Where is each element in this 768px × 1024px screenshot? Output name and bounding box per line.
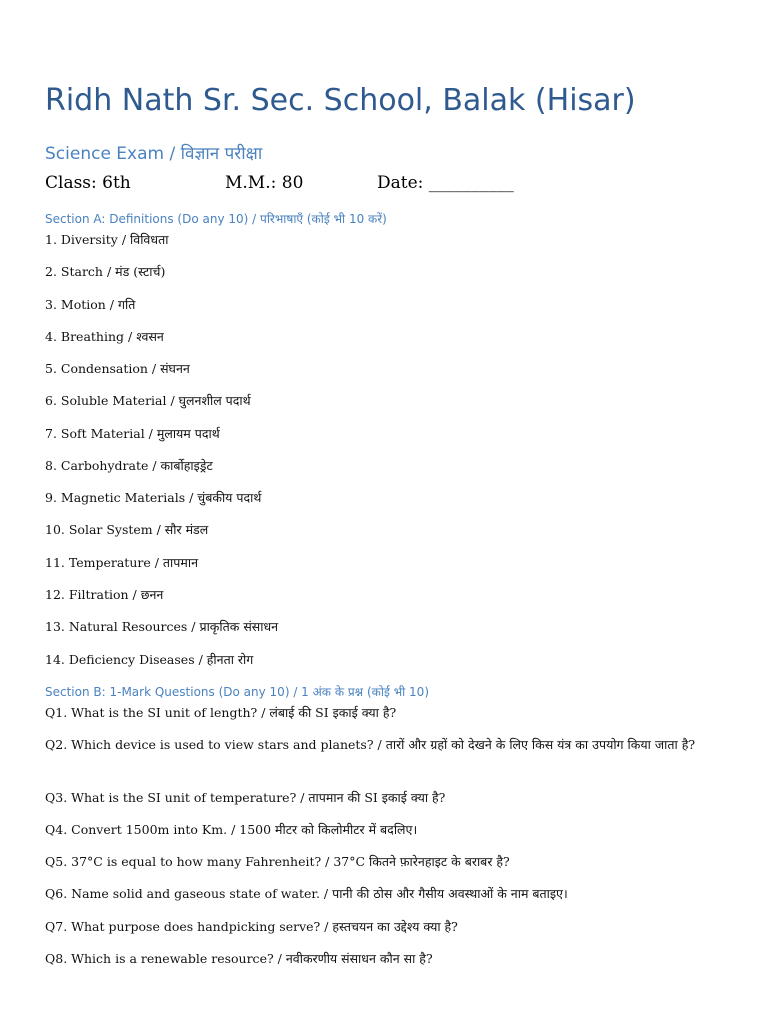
section-a-heading: Section A: Definitions (Do any 10) / परिभाषाएँ (कोई भी 10 करें) xyxy=(45,212,387,226)
class-label: Class: 6th xyxy=(45,173,131,193)
list-item: 9. Magnetic Materials / चुंबकीय पदार्थ xyxy=(45,490,262,505)
list-item: 7. Soft Material / मुलायम पदार्थ xyxy=(45,426,220,441)
list-item: 11. Temperature / तापमान xyxy=(45,555,199,570)
list-item: 13. Natural Resources / प्राकृतिक संसाधन xyxy=(45,619,279,634)
list-item: 10. Solar System / सौर मंडल xyxy=(45,522,209,537)
list-item: Q1. What is the SI unit of length? / लंबाई की SI इकाई क्या है? xyxy=(45,705,397,720)
list-item: 4. Breathing / श्वसन xyxy=(45,329,164,344)
list-item: 12. Filtration / छनन xyxy=(45,587,164,602)
list-item: 8. Carbohydrate / कार्बोहाइड्रेट xyxy=(45,458,213,473)
exam-subtitle: Science Exam / विज्ञान परीक्षा xyxy=(45,144,263,164)
date-label: Date: __________ xyxy=(377,173,514,193)
list-item: 3. Motion / गति xyxy=(45,297,136,312)
list-item: Q8. Which is a renewable resource? / नवीकरणीय संसाधन कौन सा है? xyxy=(45,951,433,966)
list-item: Q5. 37°C is equal to how many Fahrenheit? / 37°C कितने फ़ारेनहाइट के बराबर है? xyxy=(45,854,510,869)
list-item: Q6. Name solid and gaseous state of water. / पानी की ठोस और गैसीय अवस्थाओं के नाम बताइए। xyxy=(45,886,568,901)
list-item: 6. Soluble Material / घुलनशील पदार्थ xyxy=(45,393,251,408)
list-item: Q4. Convert 1500m into Km. / 1500 मीटर को किलोमीटर में बदलिए। xyxy=(45,822,418,837)
school-title: Ridh Nath Sr. Sec. School, Balak (Hisar) xyxy=(45,83,636,118)
max-marks-label: M.M.: 80 xyxy=(225,173,304,193)
list-item: 5. Condensation / संघनन xyxy=(45,361,190,376)
list-item: 1. Diversity / विविधता xyxy=(45,232,169,247)
list-item: 2. Starch / मंड (स्टार्च) xyxy=(45,264,166,279)
list-item: Q7. What purpose does handpicking serve? / हस्तचयन का उद्देश्य क्या है? xyxy=(45,919,458,934)
section-b-heading: Section B: 1-Mark Questions (Do any 10) / 1 अंक के प्रश्न (कोई भी 10) xyxy=(45,685,429,699)
class-info-line xyxy=(0,171,768,195)
list-item: Q2. Which device is used to view stars and planets? / तारों और ग्रहों को देखने के लिए किस यंत्र का उपयोग किया जाता है? xyxy=(45,737,696,752)
list-item: 14. Deficiency Diseases / हीनता रोग xyxy=(45,652,254,667)
list-item: Q3. What is the SI unit of temperature? / तापमान की SI इकाई क्या है? xyxy=(45,790,446,805)
